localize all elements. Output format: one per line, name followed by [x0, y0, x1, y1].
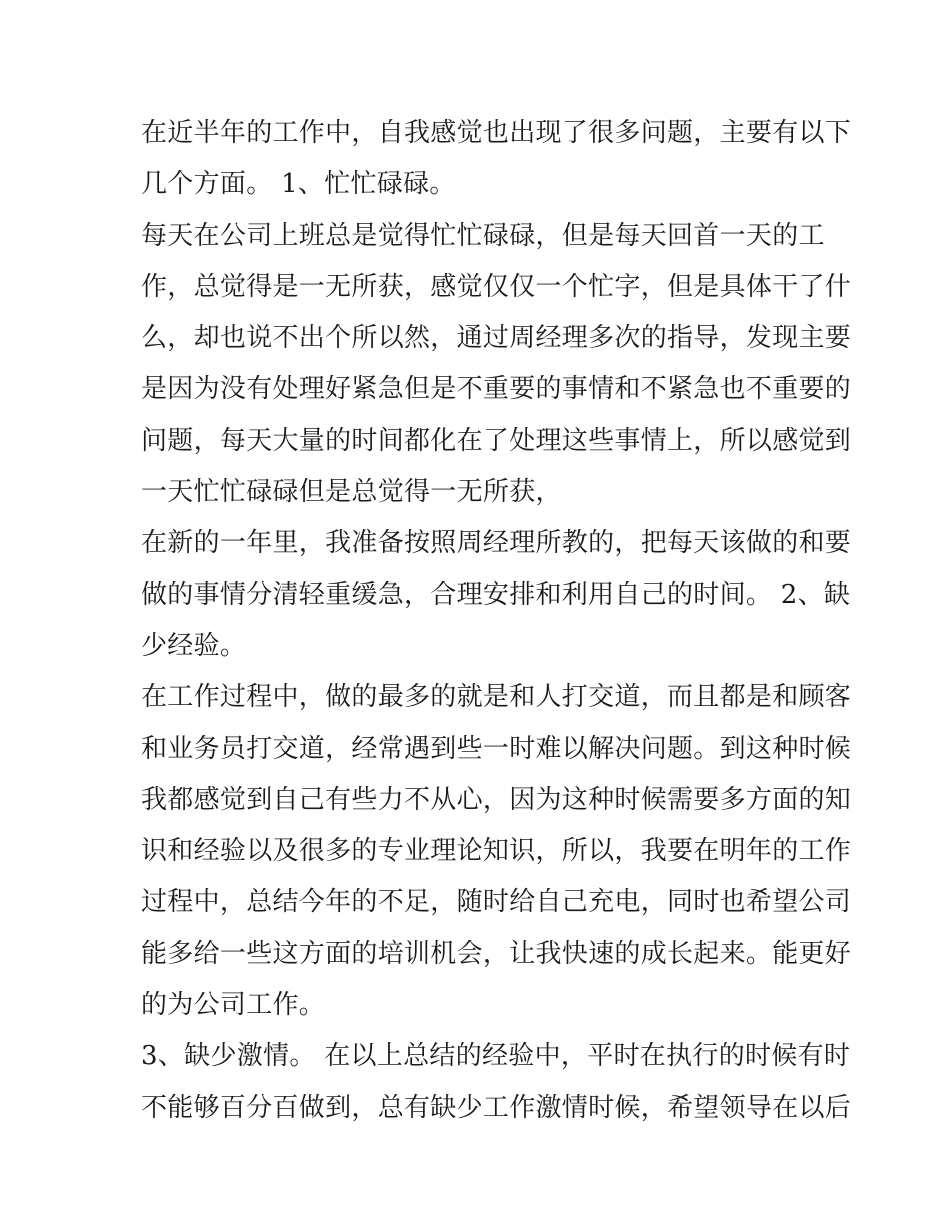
text-line: 作，总觉得是一无所获，感觉仅仅一个忙字，但是具体干了什	[141, 271, 852, 302]
text-line: 做的事情分清轻重缓急，合理安排和利用自己的时间。 2、缺	[141, 579, 851, 610]
text-line: 么，却也说不出个所以然，通过周经理多次的指导，发现主要	[141, 323, 852, 354]
text-line: 在新的一年里，我准备按照周经理所教的，把每天该做的和要	[141, 528, 852, 559]
body-text	[141, 108, 852, 1134]
text-line: 在近半年的工作中，自我感觉也出现了很多问题，主要有以下	[141, 118, 852, 148]
text-line: 3、缺少激情。 在以上总结的经验中，平时在执行的时候有时	[141, 1041, 851, 1072]
text-line: 问题，每天大量的时间都化在了处理这些事情上，所以感觉到	[141, 425, 852, 456]
text-line: 识和经验以及很多的专业理论知识，所以，我要在明年的工作	[141, 836, 852, 867]
text-line: 在工作过程中，做的最多的就是和人打交道，而且都是和顾客	[141, 682, 852, 713]
text-line: 能多给一些这方面的培训机会，让我快速的成长起来。能更好	[141, 938, 852, 969]
text-line: 和业务员打交道，经常遇到些一时难以解决问题。到这种时候	[141, 733, 852, 764]
text-line: 少经验。	[141, 630, 247, 661]
text-line: 的为公司工作。	[141, 990, 326, 1021]
text-line: 不能够百分百做到，总有缺少工作激情时候，希望领导在以后	[141, 1092, 852, 1123]
text-line: 我都感觉到自己有些力不从心，因为这种时候需要多方面的知	[141, 784, 852, 815]
text-line: 一天忙忙碌碌但是总觉得一无所获，	[141, 477, 562, 508]
text-line: 每天在公司上班总是觉得忙忙碌碌，但是每天回首一天的工	[141, 220, 825, 251]
text-line: 过程中，总结今年的不足，随时给自己充电，同时也希望公司	[141, 887, 852, 918]
text-line: 几个方面。 1、忙忙碌碌。	[141, 169, 456, 200]
text-line: 是因为没有处理好紧急但是不重要的事情和不紧急也不重要的	[141, 374, 852, 405]
